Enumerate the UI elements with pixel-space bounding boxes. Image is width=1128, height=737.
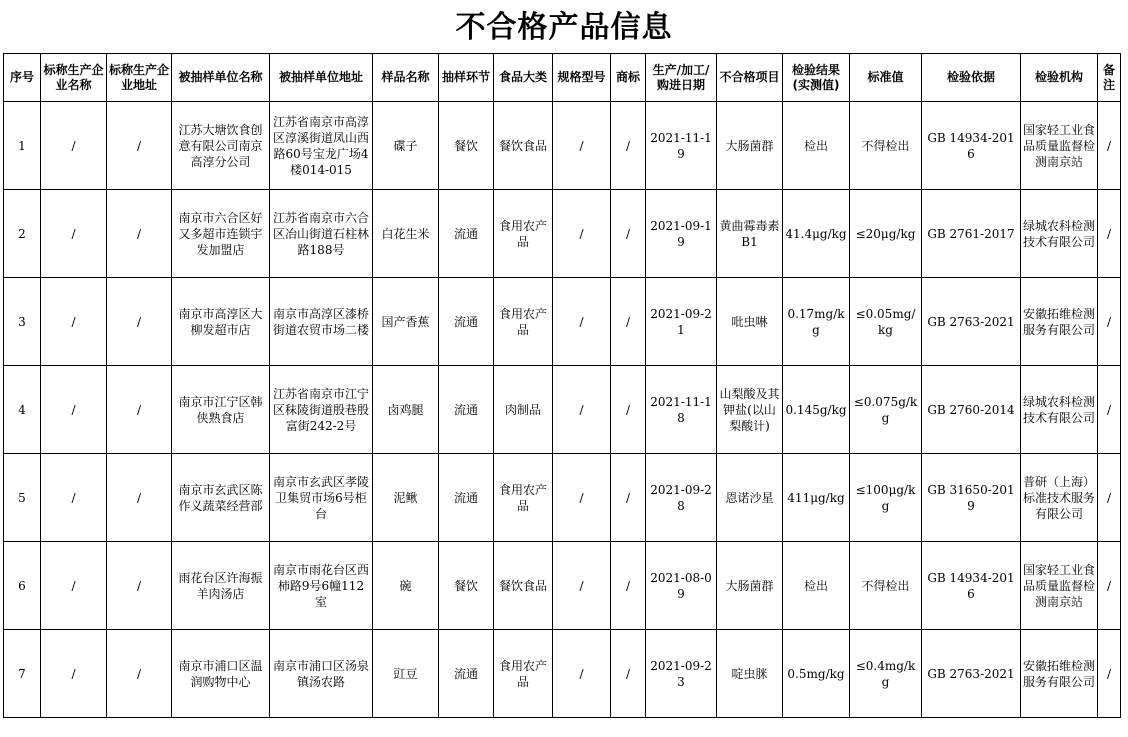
header-test-basis: 检验依据: [922, 54, 1021, 102]
standard-value-cell: ≤0.05mg/kg: [850, 278, 922, 366]
remark-cell: /: [1098, 630, 1121, 718]
food-category-cell: 食用农产品: [494, 630, 553, 718]
sampled-unit-address-cell: 南京市高淳区漆桥街道农贸市场二楼: [270, 278, 373, 366]
sample-name-cell: 碗: [373, 542, 439, 630]
index-cell: 6: [4, 542, 41, 630]
sampled-unit-address-cell: 江苏省南京市高淳区淳溪街道凤山西路60号宝龙广场4楼014-015: [270, 102, 373, 190]
standard-value-cell: 不得检出: [850, 542, 922, 630]
test-basis-cell: GB 31650-2019: [922, 454, 1021, 542]
header-failed-item: 不合格项目: [717, 54, 783, 102]
header-production-date: 生产/加工/购进日期: [646, 54, 717, 102]
header-index: 序号: [4, 54, 41, 102]
sampling-stage-cell: 餐饮: [439, 102, 494, 190]
sampling-stage-cell: 流通: [439, 630, 494, 718]
spec-model-cell: /: [553, 454, 611, 542]
sampled-unit-name-cell: 南京市玄武区陈作义蔬菜经营部: [172, 454, 270, 542]
production-date-cell: 2021-09-19: [646, 190, 717, 278]
test-agency-cell: 普研（上海）标准技术服务有限公司: [1021, 454, 1098, 542]
header-producer-address: 标称生产企业地址: [107, 54, 172, 102]
test-result-cell: 0.5mg/kg: [783, 630, 850, 718]
production-date-cell: 2021-09-28: [646, 454, 717, 542]
index-cell: 5: [4, 454, 41, 542]
header-producer-name: 标称生产企业名称: [41, 54, 107, 102]
sampling-stage-cell: 流通: [439, 454, 494, 542]
sampled-unit-address-cell: 南京市浦口区汤泉镇汤农路: [270, 630, 373, 718]
test-result-cell: 411μg/kg: [783, 454, 850, 542]
failed-item-cell: 啶虫脒: [717, 630, 783, 718]
trademark-cell: /: [611, 630, 646, 718]
test-basis-cell: GB 2760-2014: [922, 366, 1021, 454]
trademark-cell: /: [611, 102, 646, 190]
sampled-unit-name-cell: 南京市六合区好又多超市连锁宇发加盟店: [172, 190, 270, 278]
sampled-unit-name-cell: 雨花台区许海振羊肉汤店: [172, 542, 270, 630]
sampled-unit-name-cell: 南京市浦口区温润购物中心: [172, 630, 270, 718]
standard-value-cell: 不得检出: [850, 102, 922, 190]
trademark-cell: /: [611, 454, 646, 542]
producer-address-cell: /: [107, 542, 172, 630]
unqualified-products-table: [3, 53, 1121, 718]
table-row: [4, 542, 1121, 630]
table-row: [4, 190, 1121, 278]
header-sampled-unit-name: 被抽样单位名称: [172, 54, 270, 102]
production-date-cell: 2021-09-21: [646, 278, 717, 366]
index-cell: 3: [4, 278, 41, 366]
trademark-cell: /: [611, 542, 646, 630]
producer-name-cell: /: [41, 190, 107, 278]
sample-name-cell: 卤鸡腿: [373, 366, 439, 454]
producer-name-cell: /: [41, 630, 107, 718]
standard-value-cell: ≤20μg/kg: [850, 190, 922, 278]
sampling-stage-cell: 流通: [439, 278, 494, 366]
remark-cell: /: [1098, 454, 1121, 542]
failed-item-cell: 黄曲霉毒素B1: [717, 190, 783, 278]
test-agency-cell: 国家轻工业食品质量监督检测南京站: [1021, 542, 1098, 630]
production-date-cell: 2021-09-23: [646, 630, 717, 718]
producer-address-cell: /: [107, 366, 172, 454]
production-date-cell: 2021-11-18: [646, 366, 717, 454]
header-sample-name: 样品名称: [373, 54, 439, 102]
spec-model-cell: /: [553, 542, 611, 630]
header-remark: 备注: [1098, 54, 1121, 102]
table-row: [4, 454, 1121, 542]
header-food-category: 食品大类: [494, 54, 553, 102]
spec-model-cell: /: [553, 102, 611, 190]
header-test-result: 检验结果(实测值): [783, 54, 850, 102]
food-category-cell: 餐饮食品: [494, 102, 553, 190]
producer-address-cell: /: [107, 454, 172, 542]
table-row: [4, 278, 1121, 366]
test-result-cell: 检出: [783, 542, 850, 630]
producer-address-cell: /: [107, 278, 172, 366]
test-result-cell: 检出: [783, 102, 850, 190]
trademark-cell: /: [611, 366, 646, 454]
page-title: 不合格产品信息: [455, 10, 673, 45]
sampled-unit-address-cell: 江苏省南京市江宁区秣陵街道殷巷殷富街242-2号: [270, 366, 373, 454]
header-sampled-unit-address: 被抽样单位地址: [270, 54, 373, 102]
sampled-unit-address-cell: 江苏省南京市六合区冶山街道石柱林路188号: [270, 190, 373, 278]
sample-name-cell: 泥鳅: [373, 454, 439, 542]
failed-item-cell: 恩诺沙星: [717, 454, 783, 542]
index-cell: 7: [4, 630, 41, 718]
trademark-cell: /: [611, 190, 646, 278]
food-category-cell: 食用农产品: [494, 278, 553, 366]
food-category-cell: 食用农产品: [494, 454, 553, 542]
header-row: [4, 54, 1121, 102]
test-result-cell: 0.145g/kg: [783, 366, 850, 454]
failed-item-cell: 大肠菌群: [717, 542, 783, 630]
spec-model-cell: /: [553, 366, 611, 454]
index-cell: 4: [4, 366, 41, 454]
spec-model-cell: /: [553, 278, 611, 366]
food-category-cell: 餐饮食品: [494, 542, 553, 630]
test-basis-cell: GB 2763-2021: [922, 278, 1021, 366]
test-basis-cell: GB 2763-2021: [922, 630, 1021, 718]
producer-name-cell: /: [41, 542, 107, 630]
test-basis-cell: GB 14934-2016: [922, 542, 1021, 630]
spec-model-cell: /: [553, 630, 611, 718]
production-date-cell: 2021-08-09: [646, 542, 717, 630]
sampling-stage-cell: 流通: [439, 366, 494, 454]
table-row: [4, 102, 1121, 190]
producer-name-cell: /: [41, 454, 107, 542]
remark-cell: /: [1098, 190, 1121, 278]
spec-model-cell: /: [553, 190, 611, 278]
table-row: [4, 366, 1121, 454]
test-result-cell: 41.4μg/kg: [783, 190, 850, 278]
header-sampling-stage: 抽样环节: [439, 54, 494, 102]
failed-item-cell: 山梨酸及其钾盐(以山梨酸计): [717, 366, 783, 454]
remark-cell: /: [1098, 366, 1121, 454]
food-category-cell: 肉制品: [494, 366, 553, 454]
failed-item-cell: 大肠菌群: [717, 102, 783, 190]
sampling-stage-cell: 流通: [439, 190, 494, 278]
producer-address-cell: /: [107, 190, 172, 278]
trademark-cell: /: [611, 278, 646, 366]
producer-name-cell: /: [41, 102, 107, 190]
remark-cell: /: [1098, 278, 1121, 366]
producer-name-cell: /: [41, 366, 107, 454]
producer-name-cell: /: [41, 278, 107, 366]
sample-name-cell: 豇豆: [373, 630, 439, 718]
index-cell: 1: [4, 102, 41, 190]
failed-item-cell: 吡虫啉: [717, 278, 783, 366]
test-agency-cell: 安徽拓维检测服务有限公司: [1021, 630, 1098, 718]
remark-cell: /: [1098, 102, 1121, 190]
header-spec-model: 规格型号: [553, 54, 611, 102]
test-result-cell: 0.17mg/kg: [783, 278, 850, 366]
sample-name-cell: 碟子: [373, 102, 439, 190]
test-agency-cell: 国家轻工业食品质量监督检测南京站: [1021, 102, 1098, 190]
sampled-unit-name-cell: 南京市高淳区大柳发超市店: [172, 278, 270, 366]
sample-name-cell: 国产香蕉: [373, 278, 439, 366]
producer-address-cell: /: [107, 102, 172, 190]
test-agency-cell: 绿城农科检测技术有限公司: [1021, 190, 1098, 278]
test-basis-cell: GB 14934-2016: [922, 102, 1021, 190]
food-category-cell: 食用农产品: [494, 190, 553, 278]
standard-value-cell: ≤100μg/kg: [850, 454, 922, 542]
standard-value-cell: ≤0.075g/kg: [850, 366, 922, 454]
test-agency-cell: 安徽拓维检测服务有限公司: [1021, 278, 1098, 366]
sampled-unit-address-cell: 南京市雨花台区西柿路9号6幢112室: [270, 542, 373, 630]
index-cell: 2: [4, 190, 41, 278]
test-basis-cell: GB 2761-2017: [922, 190, 1021, 278]
header-test-agency: 检验机构: [1021, 54, 1098, 102]
remark-cell: /: [1098, 542, 1121, 630]
sampling-stage-cell: 餐饮: [439, 542, 494, 630]
sample-name-cell: 白花生米: [373, 190, 439, 278]
header-trademark: 商标: [611, 54, 646, 102]
sampled-unit-name-cell: 江苏大塘饮食创意有限公司南京高淳分公司: [172, 102, 270, 190]
test-agency-cell: 绿城农科检测技术有限公司: [1021, 366, 1098, 454]
sampled-unit-name-cell: 南京市江宁区韩侠熟食店: [172, 366, 270, 454]
production-date-cell: 2021-11-19: [646, 102, 717, 190]
sampled-unit-address-cell: 南京市玄武区孝陵卫集贸市场6号柜台: [270, 454, 373, 542]
standard-value-cell: ≤0.4mg/kg: [850, 630, 922, 718]
producer-address-cell: /: [107, 630, 172, 718]
header-standard-value: 标准值: [850, 54, 922, 102]
table-row: [4, 630, 1121, 718]
